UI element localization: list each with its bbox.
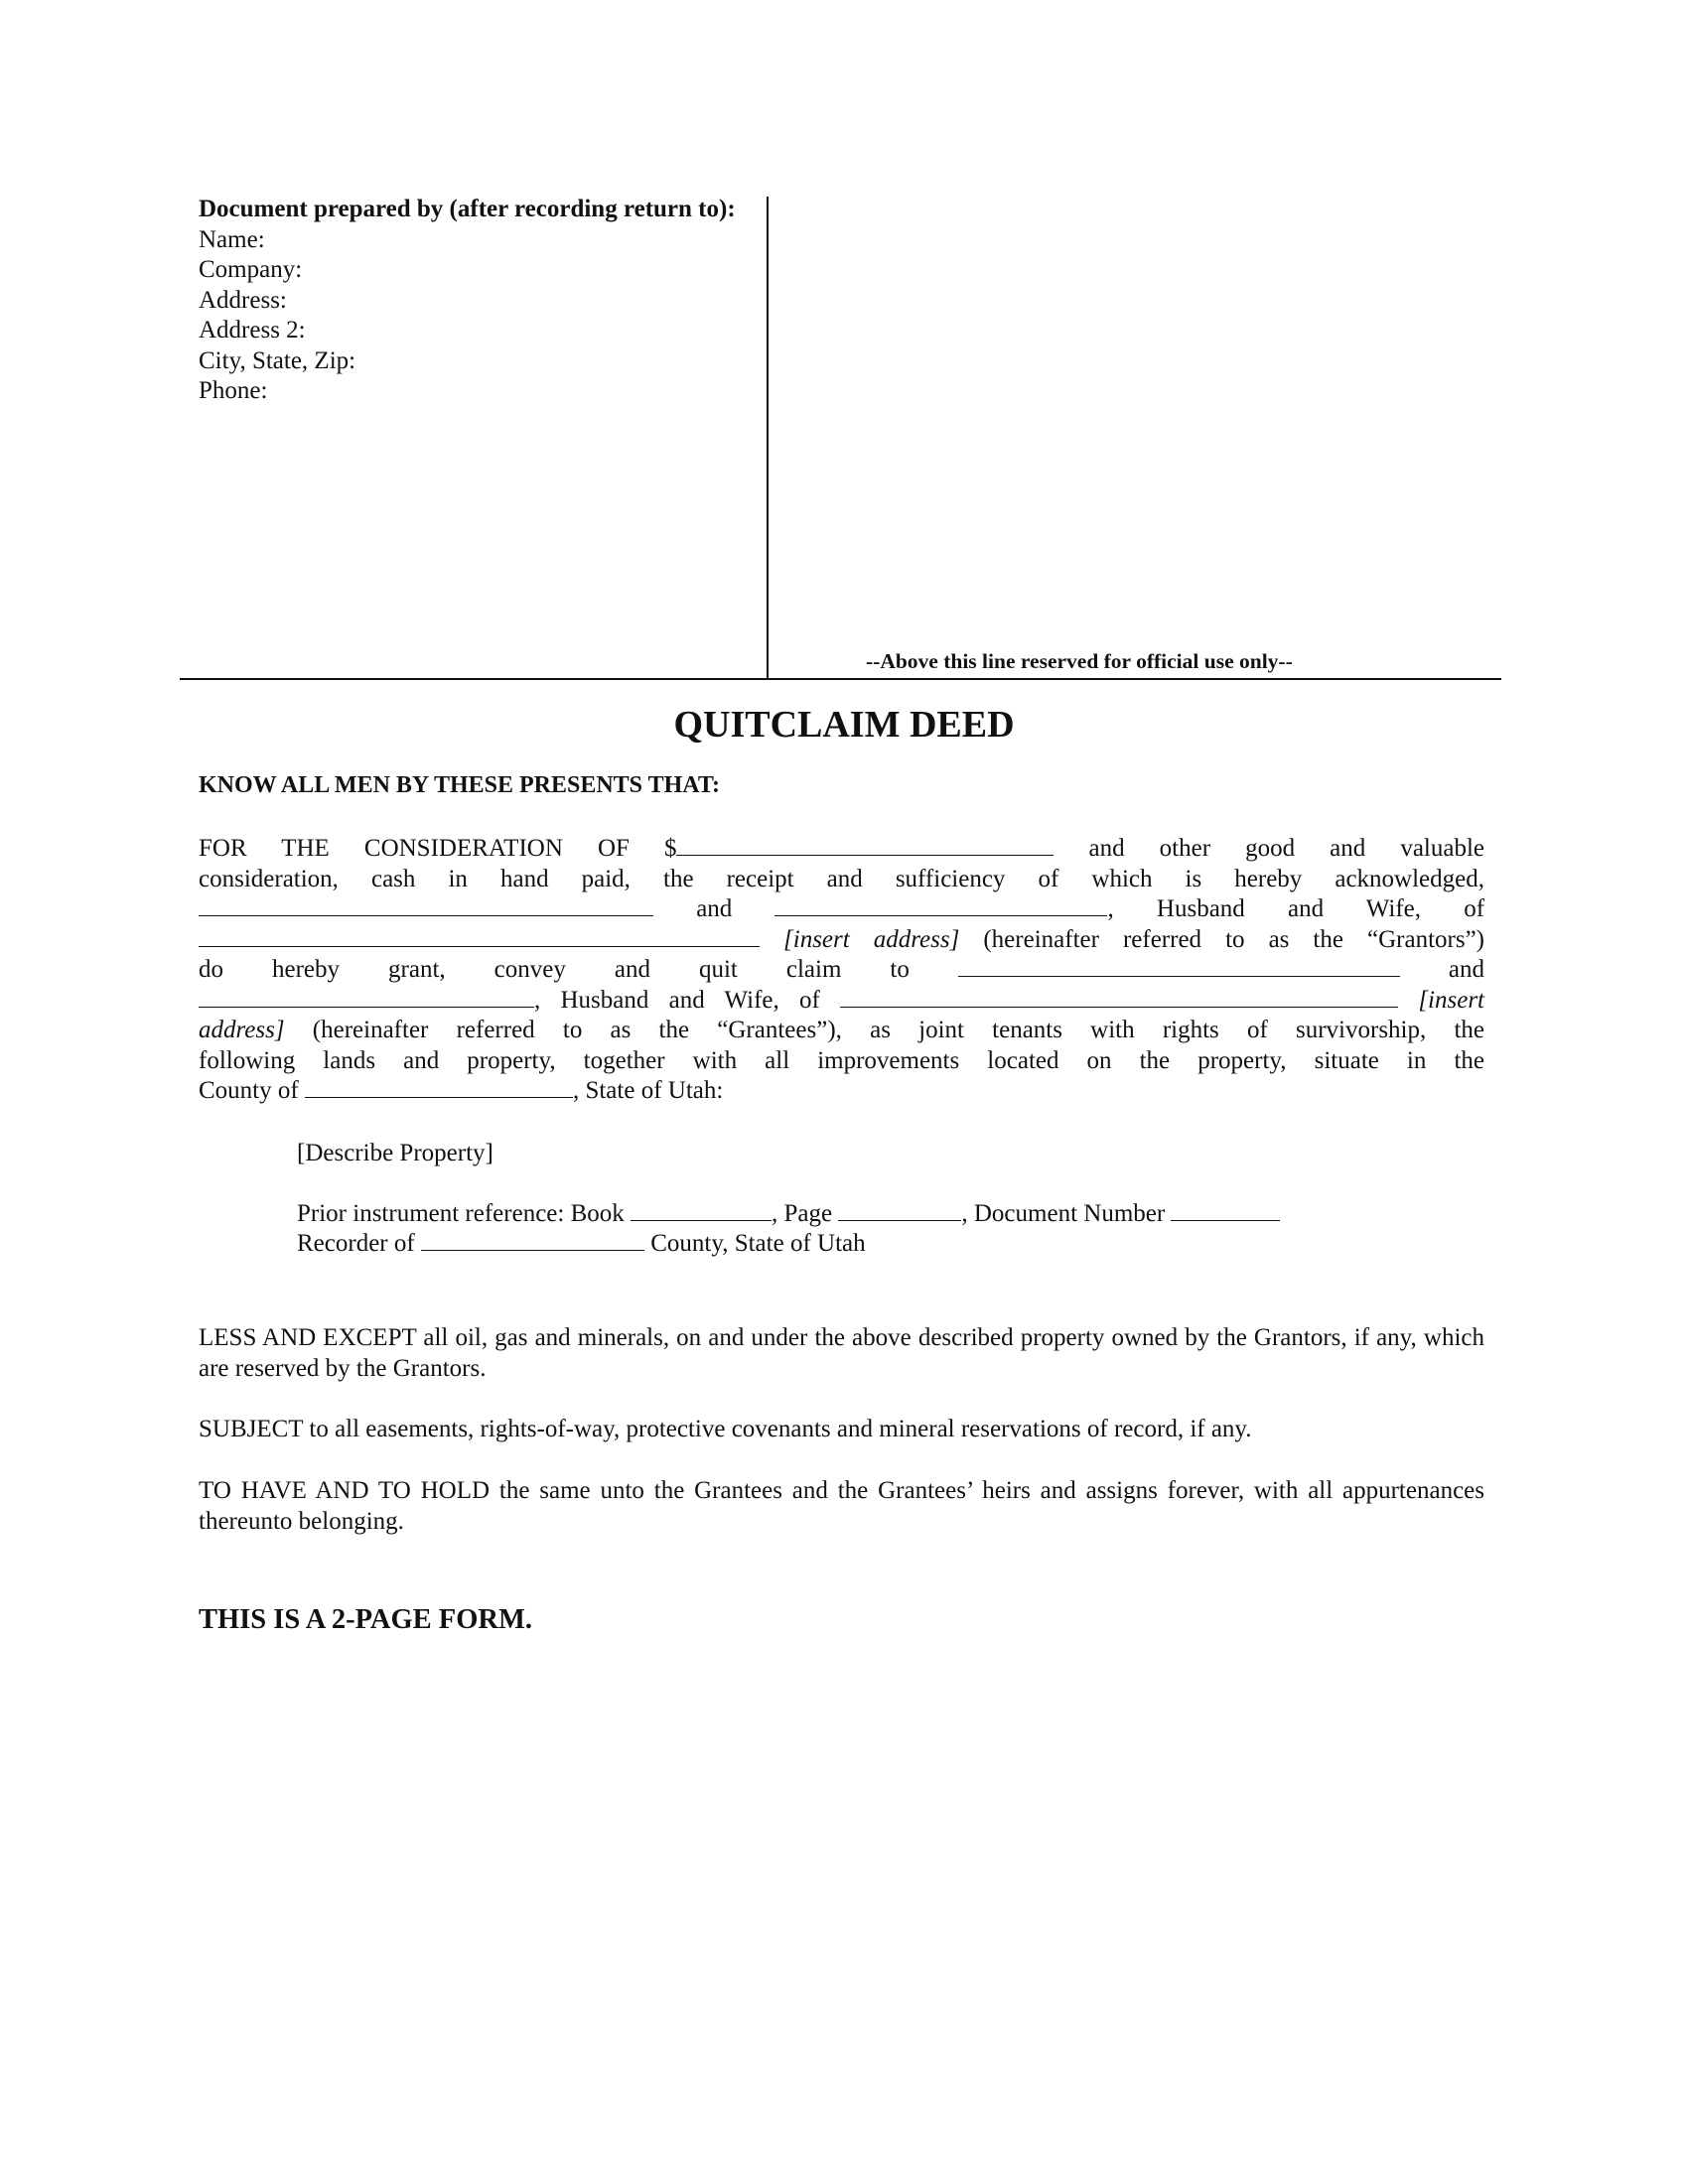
two-page-form-note: THIS IS A 2-PAGE FORM. [199, 1604, 532, 1635]
prior-instrument-text: County, State of Utah [650, 1230, 866, 1257]
grantee-1-blank [958, 956, 1400, 977]
consideration-line-5 [199, 955, 1484, 986]
reserved-note: --Above this line reserved for official use only-- [866, 649, 1293, 673]
prior-instrument-text: Recorder of [297, 1230, 415, 1257]
grantor-2-blank [774, 895, 1107, 916]
preparer-address-label: Address: [199, 286, 287, 314]
preparer-heading: Document prepared by (after recording return to): [199, 196, 736, 222]
consideration-amount-blank [676, 835, 1054, 856]
prior-instrument-text: , Page [772, 1200, 833, 1227]
preparer-block [199, 195, 753, 407]
county-blank [305, 1077, 573, 1098]
insert-address-hint: address] [199, 1017, 285, 1043]
consideration-line-9 [199, 1076, 1484, 1107]
header-vertical-divider [767, 197, 769, 680]
consideration-text: , State of Utah: [572, 1077, 724, 1104]
insert-address-hint: [insert [1418, 986, 1484, 1014]
consideration-line-3 [199, 894, 1484, 925]
preparer-address2-label: Address 2: [199, 317, 306, 343]
consideration-text: FOR THE CONSIDERATION OF $ [199, 835, 677, 862]
consideration-text: County of [199, 1077, 299, 1104]
consideration-line-4 [199, 925, 1484, 956]
prior-instrument-line-1 [297, 1199, 1280, 1230]
preparer-phone-label: Phone: [199, 377, 268, 404]
preparer-city-state-zip-label: City, State, Zip: [199, 346, 356, 374]
book-blank [631, 1200, 772, 1221]
describe-property: [Describe Property] [297, 1140, 493, 1166]
grantee-2-blank [199, 987, 534, 1008]
consideration-text: do hereby grant, convey and quit claim to [199, 956, 910, 983]
grantee-address-blank [840, 987, 1398, 1008]
consideration-text: and other good and valuable [1088, 835, 1484, 862]
prior-instrument-text: , Document Number [961, 1200, 1166, 1227]
consideration-line-8: following lands and property, together with all improvements located on the property, situate in the [199, 1046, 1484, 1074]
insert-address-hint: [insert address] [783, 925, 960, 953]
know-all-heading: KNOW ALL MEN BY THESE PRESENTS THAT: [199, 772, 721, 798]
to-have-and-to-hold-paragraph: TO HAVE AND TO HOLD the same unto the Grantees and the Grantees’ heirs and assigns forever, with all appurtenances thereunto belonging. [199, 1477, 1484, 1535]
grantor-1-blank [199, 895, 653, 916]
consideration-line-2: consideration, cash in hand paid, the receipt and sufficiency of which is hereby acknowledged, [199, 865, 1484, 892]
consideration-text: (hereinafter referred to as the “Grantors”) [983, 925, 1484, 953]
less-and-except-paragraph: LESS AND EXCEPT all oil, gas and minerals, on and under the above described property owned by the Grantors, if any, which are reserved by the Grantors. [199, 1324, 1484, 1382]
grantor-address-blank [199, 926, 760, 947]
document-number-blank [1171, 1200, 1280, 1221]
prior-instrument-text: Prior instrument reference: Book [297, 1200, 625, 1227]
consideration-line-1 [199, 834, 1484, 865]
preparer-company-label: Company: [199, 256, 303, 283]
consideration-text: , Husband and Wife, of [1107, 895, 1485, 922]
consideration-text: , Husband and Wife, of [534, 986, 820, 1014]
consideration-line-7 [199, 1016, 1484, 1046]
consideration-text: and [1448, 956, 1485, 983]
page-blank [838, 1200, 961, 1221]
recorder-county-blank [421, 1230, 644, 1251]
consideration-paragraph [199, 834, 1484, 1107]
prior-instrument-line-2 [297, 1229, 866, 1260]
consideration-text: (hereinafter referred to as the “Grantees”), as joint tenants with rights of survivorship, the [312, 1017, 1484, 1043]
preparer-name-label: Name: [199, 225, 265, 253]
consideration-line-6 [199, 986, 1484, 1017]
subject-to-paragraph: SUBJECT to all easements, rights-of-way, protective covenants and mineral reservations of record, if any. [199, 1416, 1252, 1442]
consideration-text: and [696, 895, 733, 922]
document-title: QUITCLAIM DEED [673, 704, 1015, 746]
header-horizontal-rule [180, 678, 1501, 680]
